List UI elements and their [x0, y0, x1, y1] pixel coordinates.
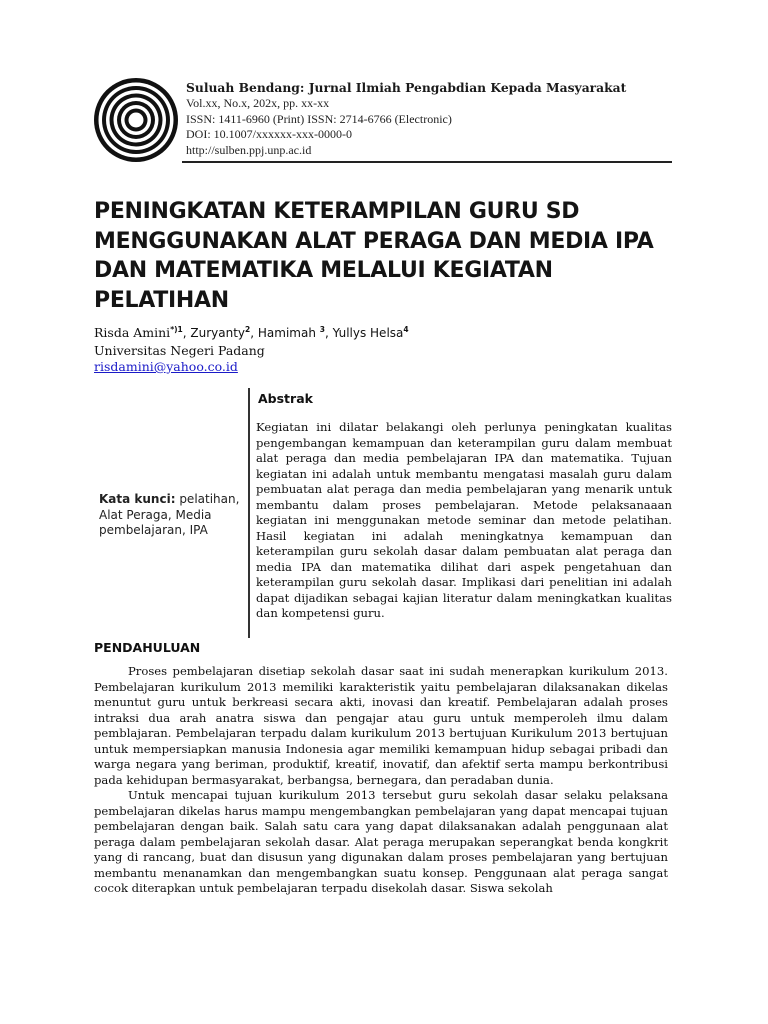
- journal-volume: Vol.xx, No.x, 202x, pp. xx-xx: [186, 96, 330, 110]
- body-paragraph: Proses pembelajaran disetiap sekolah dasar saat ini sudah menerapkan kurikulum 2013. Pembelajaran kurikulum 2013 memiliki karakteristik yaitu pembelajaran dilaksanakan dikelas menuntut guru untuk berkreasi secara akti, inovasi dan kreatif. Pembelajaran adalah proses intraksi dua arah anatra siswa dan pengajar atau guru untuk memperoleh ilmu dalam pemblajaran. Pembelajaran terpadu dalam kurikulum 2013 bertujuan Kurikulum 2013 bertujuan untuk mempersiapkan manusia Indonesia agar memiliki kemampuan hidup sebagai pribadi dan warga negara yang beriman, produktif, kreatif, inovatif, dan afektif serta mampu berkontribusi pada kehidupan bermasyarakat, berbangsa, bernegara, dan peradaban dunia.: [94, 664, 668, 787]
- abstract-divider: [248, 388, 250, 638]
- paper-title: [94, 197, 694, 315]
- abstract-heading: Abstrak: [258, 391, 313, 406]
- title-line: PELATIHAN: [94, 287, 229, 313]
- author-name: Hamimah: [257, 326, 320, 340]
- keywords-label: Kata kunci:: [99, 492, 176, 506]
- journal-logo-icon: [92, 76, 180, 164]
- author-affiliation-marker: *)1: [170, 325, 183, 334]
- header-divider: [182, 161, 672, 163]
- section-heading: PENDAHULUAN: [94, 640, 201, 655]
- author-affiliation-marker: 3: [319, 325, 325, 334]
- journal-issn: ISSN: 1411-6960 (Print) ISSN: 2714-6766 (Electronic): [186, 111, 452, 126]
- section-body: [94, 664, 668, 897]
- journal-header: [186, 80, 656, 158]
- author-name: Yullys Helsa: [332, 326, 404, 340]
- abstract-text: Kegiatan ini dilatar belakangi oleh perlunya peningkatan kualitas pengembangan kemampuan dan keterampilan guru dalam membuat alat peraga dan media pembelajaran IPA dan matematika. Tujuan kegiatan ini adalah untuk membantu mengatasi masalah guru dalam pembuatan alat peraga dan media pembelajaran yang menarik untuk membantu dalam proses pembelajaran. Metode pelaksanaaan kegiatan ini menggunakan metode seminar dan metode pelatihan. Hasil kegiatan ini adalah meningkatnya kemampuan dan keterampilan guru sekolah dasar dalam pembuatan alat peraga dan media IPA dan matematika dilihat dari aspek pengetahuan dan keterampilan guru sekolah dasar. Implikasi dari penelitian ini adalah dapat dijadikan sebagai kajian literatur dalam meningkatkan kualitas dan kompetensi guru.: [256, 420, 672, 620]
- author-affiliation-marker: 4: [403, 325, 409, 334]
- author-list: Risda Amini$^{*)1}$, Zuryanty$^2$, Hamimah $^3$, Yullys Helsa$^4$: [94, 325, 409, 340]
- author-name: Zuryanty: [190, 326, 246, 340]
- journal-name: Suluah Bendang: Jurnal Ilmiah Pengabdian Kepada Masyarakat: [186, 80, 627, 95]
- author-affiliation-marker: 2: [245, 325, 251, 334]
- author-name: Risda Amini: [94, 325, 171, 340]
- title-line: MENGGUNAKAN ALAT PERAGA DAN MEDIA IPA: [94, 228, 654, 254]
- title-line: DAN MATEMATIKA MELALUI KEGIATAN: [94, 258, 553, 283]
- author-email-link[interactable]: risdamini@yahoo.co.id: [94, 359, 238, 374]
- title-line: PENINGKATAN KETERAMPILAN GURU SD: [94, 199, 580, 224]
- journal-url[interactable]: http://sulben.ppj.unp.ac.id: [186, 142, 312, 157]
- keywords-value: pelatihan, Alat Peraga, Media pembelajaran, IPA: [99, 492, 240, 538]
- affiliation: Universitas Negeri Padang: [94, 343, 265, 358]
- keywords: [99, 492, 247, 539]
- body-paragraph: Untuk mencapai tujuan kurikulum 2013 tersebut guru sekolah dasar selaku pelaksana pembelajaran dikelas harus mampu mengembangkan pembelajaran yang dapat mencapai tujuan pembelajaran dengan baik. Salah satu cara yang dapat dilaksanakan adalah penggunaan alat peraga dalam pembelajaran sekolah dasar. Alat peraga merupakan seperangkat benda kongkrit yang di rancang, buat dan disusun yang digunakan dalam proses pembelajaran yang bertujuan membantu menanamkan dan mengembangkan suatu konsep. Penggunaan alat peraga sangat cocok diterapkan untuk pembelajaran terpadu disekolah dasar. Siswa sekolah: [94, 788, 668, 895]
- journal-doi: DOI: 10.1007/xxxxxx-xxx-0000-0: [186, 127, 352, 142]
